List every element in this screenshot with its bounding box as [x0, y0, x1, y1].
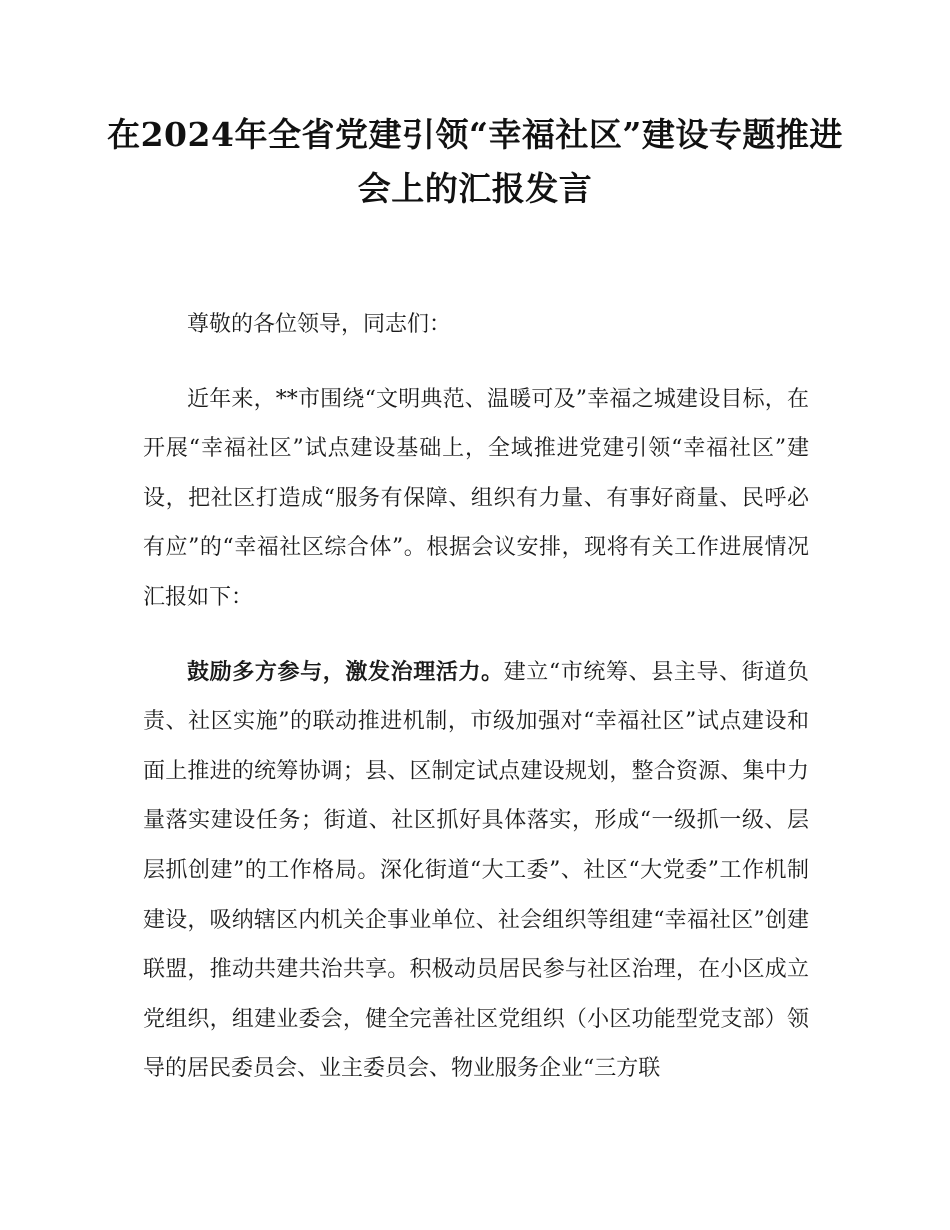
document-body [143, 300, 809, 1094]
document-title: 在2024年全省党建引领“幸福社区”建设专题推进会上的汇报发言 [107, 115, 843, 208]
section-1-text: 建立“市统筹、县主导、街道负责、社区实施”的联动推进机制，市级加强对“幸福社区”试点建设和面上推进的统筹协调；县、区制定试点建设规划，整合资源、集中力量落实建设任务；街道、社区抓好具体落实，形成“一级抓一级、层层抓创建”的工作格局。深化街道“大工委”、社区“大党委”工作机制建设，吸纳辖区内机关企事业单位、社会组织等组建“幸福社区”创建联盟，推动共建共治共享。积极动员居民参与社区治理，在小区成立党组织，组建业委会，健全完善社区党组织（小区功能型党支部）领导的居民委员会、业主委员会、物业服务企业“三方联 [143, 659, 809, 1082]
section-1-heading: 鼓励多方参与，激发治理活力。 [187, 659, 504, 685]
intro-paragraph: 近年来，**市围绕“文明典范、温暖可及”幸福之城建设目标，在开展“幸福社区”试点建设基础上，全域推进党建引领“幸福社区”建设，把社区打造成“服务有保障、组织有力量、有事好商量、民呼必有应”的“幸福社区综合体”。根据会议安排，现将有关工作进展情况汇报如下： [143, 386, 809, 610]
section-1-paragraph [143, 648, 809, 1094]
greeting-paragraph: 尊敬的各位领导，同志们： [187, 312, 452, 337]
